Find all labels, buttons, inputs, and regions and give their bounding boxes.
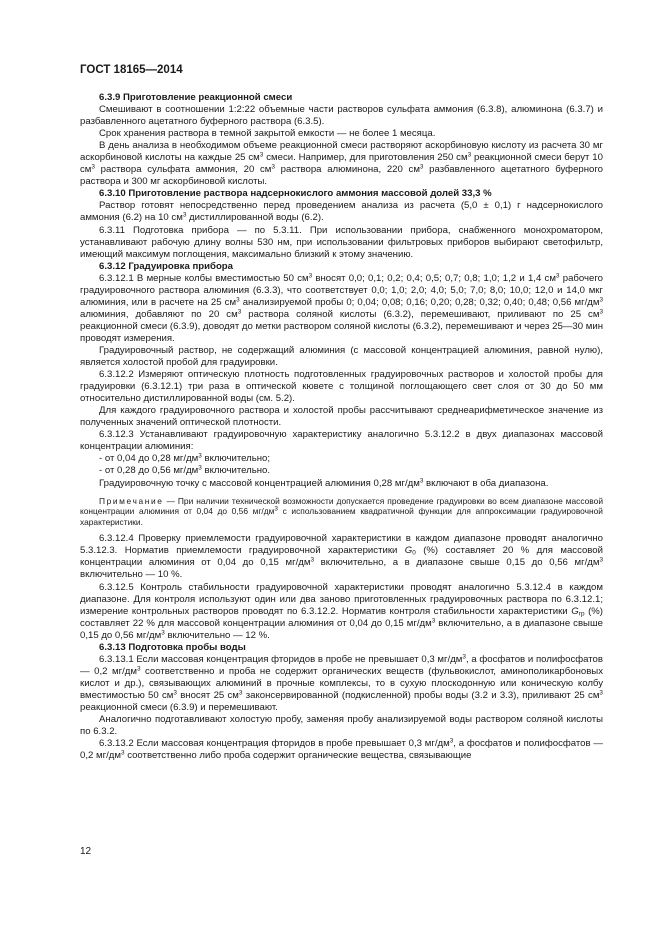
page-number: 12 <box>80 846 92 857</box>
document-id: ГОСТ 18165—2014 <box>80 64 183 76</box>
paragraph: 6.3.12.1 В мерные колбы вместимостью 50 $см^3$ вносят 0,0; 0,1; 0,2; 0,4; 0,5; 0,7; 0,8; 1,0; 1,2 и 1,4 $см^3$ рабочего градуировочного раствора алюминия (6.3.3), что соответствует 0,0; 1,0; 2,0; 4,0; 5,0; 7,0; 8,0; 10,0; 12,0 и 14,0 мкг алюминия, или в расчете на 25 $см^3$ анализируемой пробы 0; 0,04; 0,08; 0,16; 0,20; 0,28; 0,32; 0,40; 0,48; 0,56 $мг/дм^3$ алюминия, добавляют по 20 $см^3$ раствора соляной кислоты (6.3.2), перемешивают, приливают по 25 $см^3$ реакционной смеси (6.3.9), доводят до метки раствором соляной кислоты (6.3.2), перемешивают и через 25—30 мин проводят измерения. <box>80 272 603 344</box>
paragraph: Срок хранения раствора в темной закрытой емкости — не более 1 месяца. <box>99 128 436 140</box>
paragraph: В день анализа в необходимом объеме реакционной смеси растворяют аскорбиновую кислоту из расчета 30 мг аскорбиновой кислоты на каждые 25 $см^3$ смеси. Например, для приготовления 250 $см^3$ реакционной смеси берут 10 $см^3$ раствора сульфата аммония, 20 $см^3$ раствора алюминона, 220 $см^3$ разбавленного ацетатного буферного раствора и 300 мг аскорбиновой кислоты. <box>80 140 604 188</box>
list-item: - от 0,28 до 0,56 $мг/дм^3$ включительно. <box>99 464 271 477</box>
section-heading-6-3-9: 6.3.9 Приготовление реакционной смеси <box>99 92 293 103</box>
paragraph: 6.3.11 Подготовка прибора — по 5.3.11. При использовании прибора, снабженного монохроматором, устанавливают рабочую длину волны 530 нм, при использовании фильтровых приборов выбирают светофильтр, имеющий максимум поглощения, максимально близкий к этому значению. <box>80 224 603 260</box>
paragraph: 6.3.12.4 Проверку приемлемости градуировочной характеристики в каждом диапазоне проводят аналогично 5.3.12.3. Норматив приемлемости градуировочной характеристики $G_0$ (%) составляет 20 % для массовой концентрации алюминия от 0,04 до 0,15 $мг/дм^3$ включительно, а в диапазоне свыше 0,15 до 0,56 $мг/дм^3$ включительно — 10 %. <box>80 533 603 581</box>
note-label: Примечание <box>99 495 164 506</box>
list-item: - от 0,04 до 0,28 $мг/дм^3$ включительно; <box>99 452 271 465</box>
paragraph: Аналогично подготавливают холостую пробу, заменяя пробу анализируемой воды раствором соляной кислоты по 6.3.2. <box>80 714 603 738</box>
paragraph: Градуировочный раствор, не содержащий алюминия (с массовой концентрацией алюминия, равной нулю), является холостой пробой для градуировки. <box>80 344 603 369</box>
note: Примечание — При наличии технической возможности допускается проведение градуировки во всем диапазоне массовой концентрации алюминия от 0,04 до 0,56 $мг/дм^3$ с использованием квадратичной функции для аппроксимации градуировочной характеристики. <box>80 495 603 527</box>
section-heading-6-3-12: 6.3.12 Градуировка прибора <box>99 260 234 272</box>
section-heading-6-3-13: 6.3.13 Подготовка пробы воды <box>99 641 246 653</box>
paragraph: 6.3.13.1 Если массовая концентрация фторидов в пробе не превышает 0,3 $мг/дм^3$, а фосфатов и полифосфатов — 0,2 $мг/дм^3$ соответственно и проба не содержит органических веществ (фульвокислот, аминополикарбоновых кислот и др.), связывающих алюминий в прочные комплексы, то в сухую плоскодонную или коническую колбу вместимостью 50 $см^3$ вносят 25 $см^3$ законсервированной (подкисленной) пробы воды (3.2 и 3.3), приливают 25 $см^3$ реакционной смеси (6.3.9) и перемешивают. <box>80 653 604 713</box>
document-body <box>80 92 603 762</box>
section-heading-6-3-10: 6.3.10 Приготовление раствора надсернокислого аммония массовой долей 33,3 % <box>99 188 492 200</box>
paragraph: Для каждого градуировочного раствора и холостой пробы рассчитывают среднеарифметическое значение из полученных значений оптической плотности. <box>80 405 603 429</box>
paragraph: 6.3.12.3 Устанавливают градуировочную характеристику аналогично 5.3.12.2 в двух диапазонах массовой концентрации алюминия: <box>80 429 603 453</box>
paragraph: 6.3.12.2 Измеряют оптическую плотность подготовленных градуировочных растворов и холостой пробы для градуировки (6.3.12.1) три раза в оптической кювете с толщиной поглощающего свет слоя от 30 до 50 мм относительно дистиллированной воды (см. 5.2). <box>80 369 603 405</box>
paragraph: 6.3.13.2 Если массовая концентрация фторидов в пробе превышает 0,3 $мг/дм^3$, а фосфатов и полифосфатов — 0,2 $мг/дм^3$ соответственно либо проба содержит органические вещества, связывающие <box>80 737 603 762</box>
paragraph: Раствор готовят непосредственно перед проведением анализа из расчета (5,0 ± 0,1) г надсернокислого аммония (6.2) на 10 $см^3$ дистиллированной воды (6.2). <box>80 200 603 224</box>
paragraph: Смешивают в соотношении 1:2:22 объемные части растворов сульфата аммония (6.3.8), алюминона (6.3.7) и разбавленного ацетатного буферного раствора (6.3.5). <box>80 104 603 128</box>
paragraph: Градуировочную точку с массовой концентрацией алюминия 0,28 $мг/дм^3$ включают в оба диапазона. <box>99 476 549 489</box>
paragraph: 6.3.12.5 Контроль стабильности градуировочной характеристики проводят аналогично 5.3.12.4 в каждом диапазоне. Для контроля используют один или два заново приготовленных градуировочных раствора по 6.3.12.1; измерение контрольных растворов проводят по 6.3.12.2. Норматив контроля стабильности характеристики $G_{гр}$ (%) составляет 22 % для массовой концентрации алюминия от 0,04 до 0,15 $мг/дм^3$ включительно, а в диапазоне свыше 0,15 до 0,56 $мг/дм^3$ включительно — 12 %. <box>80 581 603 641</box>
